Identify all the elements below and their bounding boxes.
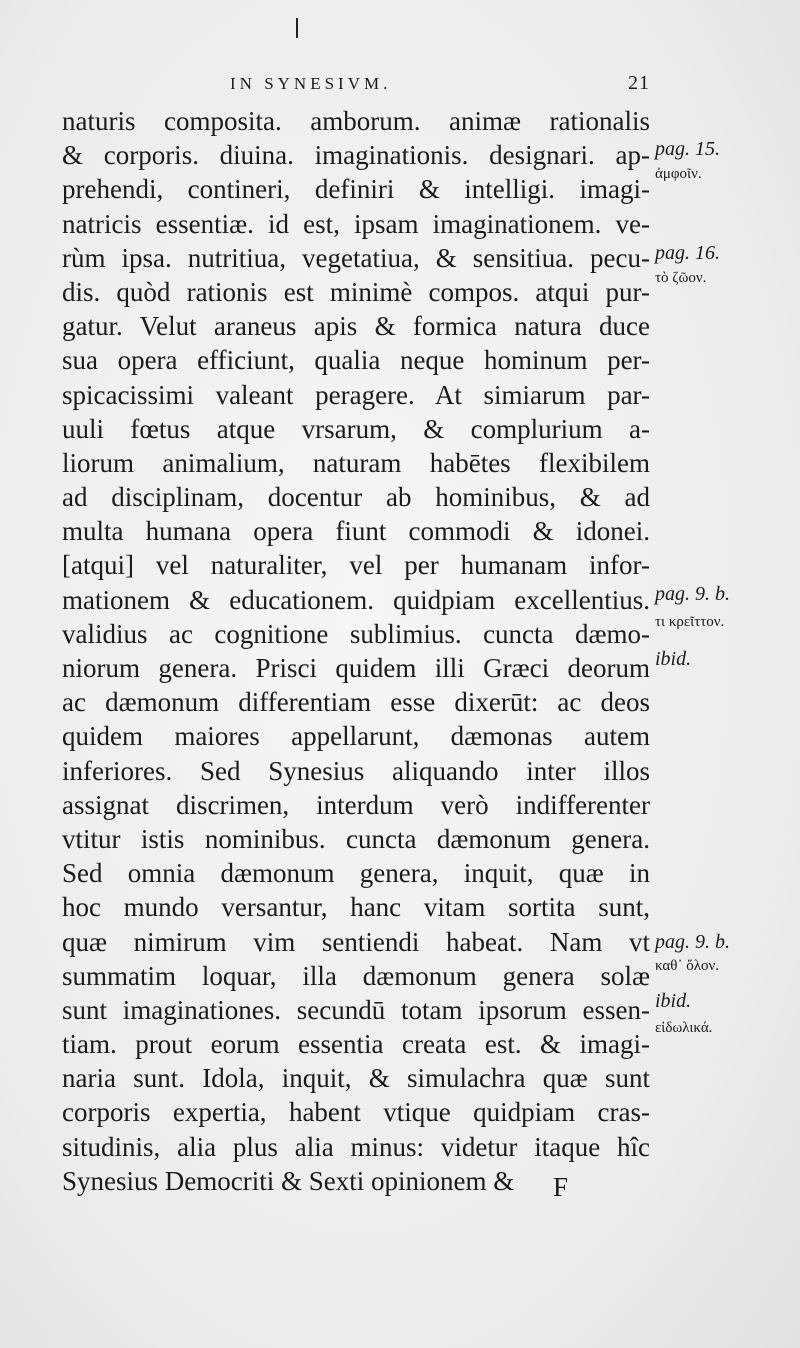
text-line: situdinis, alia plus alia minus: videtur itaque hîc bbox=[62, 1131, 650, 1162]
text-line: liorum animalium, naturam habētes flexibilem bbox=[62, 447, 650, 478]
page-number: 21 bbox=[628, 72, 650, 94]
margin-note: εἰδωλικά. bbox=[655, 1020, 713, 1036]
text-line: corporis expertia, habent vtique quidpiam cras- bbox=[62, 1097, 650, 1128]
text-line: Sed omnia dæmonum genera, inquit, quæ in bbox=[62, 858, 650, 889]
text-line: niorum genera. Prisci quidem illi Græci deorum bbox=[62, 653, 650, 683]
text-line: rùm ipsa. nutritiua, vegetatiua, & sensitiua. pecu- bbox=[62, 242, 650, 273]
text-line: multa humana opera fiunt commodi & idonei. bbox=[62, 516, 650, 547]
text-line: [atqui] vel naturaliter, vel per humanam infor- bbox=[62, 550, 650, 581]
margin-note: καθ᾽ ὅλον. bbox=[655, 958, 720, 974]
margin-note: ibid. bbox=[655, 990, 692, 1012]
text-line: gatur. Velut araneus apis & formica natura duce bbox=[62, 311, 650, 342]
text-line: spicacissimi valeant peragere. At simiarum par- bbox=[62, 379, 650, 410]
text-line: quæ nimirum vim sentiendi habeat. Nam vt bbox=[62, 926, 650, 957]
margin-note: pag. 9. b. bbox=[655, 931, 730, 953]
running-header bbox=[230, 74, 650, 94]
text-line: ad disciplinam, docentur ab hominibus, & ad bbox=[62, 482, 650, 513]
text-line: ac dæmonum differentiam esse dixerūt: ac deos bbox=[62, 687, 650, 718]
header-title: IN SYNESIVM. bbox=[230, 74, 392, 93]
text-line: assignat discrimen, interdum verò indifferenter bbox=[62, 789, 650, 820]
catchword: F bbox=[553, 1172, 569, 1202]
text-line: validius ac cognitione sublimius. cuncta dæmo- bbox=[62, 618, 650, 649]
text-line: hoc mundo versantur, hanc vitam sortita sunt, bbox=[62, 892, 650, 923]
margin-note: ἀμφοῖν. bbox=[655, 166, 702, 182]
text-line: sunt imaginationes. secundū totam ipsorum essen- bbox=[62, 994, 650, 1025]
text-line: quidem maiores appellarunt, dæmonas autem bbox=[62, 721, 650, 752]
text-line: inferiores. Sed Synesius aliquando inter illos bbox=[62, 755, 650, 786]
text-line: natricis essentiæ. id est, ipsam imaginationem. ve- bbox=[62, 208, 650, 239]
text-line: Synesius Democriti & Sexti opinionem & bbox=[62, 1165, 515, 1196]
text-line: naturis composita. amborum. animæ rationalis bbox=[62, 106, 650, 136]
margin-note: τὸ ζῶον. bbox=[655, 270, 707, 286]
margin-note: pag. 16. bbox=[655, 242, 720, 264]
text-line: tiam. prout eorum essentia creata est. & imagi- bbox=[62, 1029, 650, 1060]
margin-note: ibid. bbox=[655, 648, 692, 670]
ink-mark bbox=[296, 18, 298, 38]
text-line: sua opera efficiunt, qualia neque hominum per- bbox=[62, 345, 650, 376]
text-line: dis. quòd rationis est minimè compos. atqui pur- bbox=[62, 276, 650, 307]
margin-note: pag. 9. b. bbox=[655, 583, 730, 605]
text-line: & corporis. diuina. imaginationis. designari. ap- bbox=[62, 140, 650, 171]
margin-note: pag. 15. bbox=[655, 138, 720, 160]
text-line: vtitur istis nominibus. cuncta dæmonum genera. bbox=[62, 823, 650, 854]
text-line: naria sunt. Idola, inquit, & simulachra quæ sunt bbox=[62, 1063, 650, 1094]
text-line: summatim loquar, illa dæmonum genera solæ bbox=[62, 960, 650, 991]
text-line: prehendi, contineri, definiri & intelligi. imagi- bbox=[62, 174, 650, 205]
margin-note: τι κρεῖττον. bbox=[655, 614, 725, 630]
text-line: uuli fœtus atque vrsarum, & complurium a- bbox=[62, 413, 650, 444]
commentary-text bbox=[62, 104, 650, 1198]
text-line: mationem & educationem. quidpiam excellentius. bbox=[62, 584, 650, 615]
